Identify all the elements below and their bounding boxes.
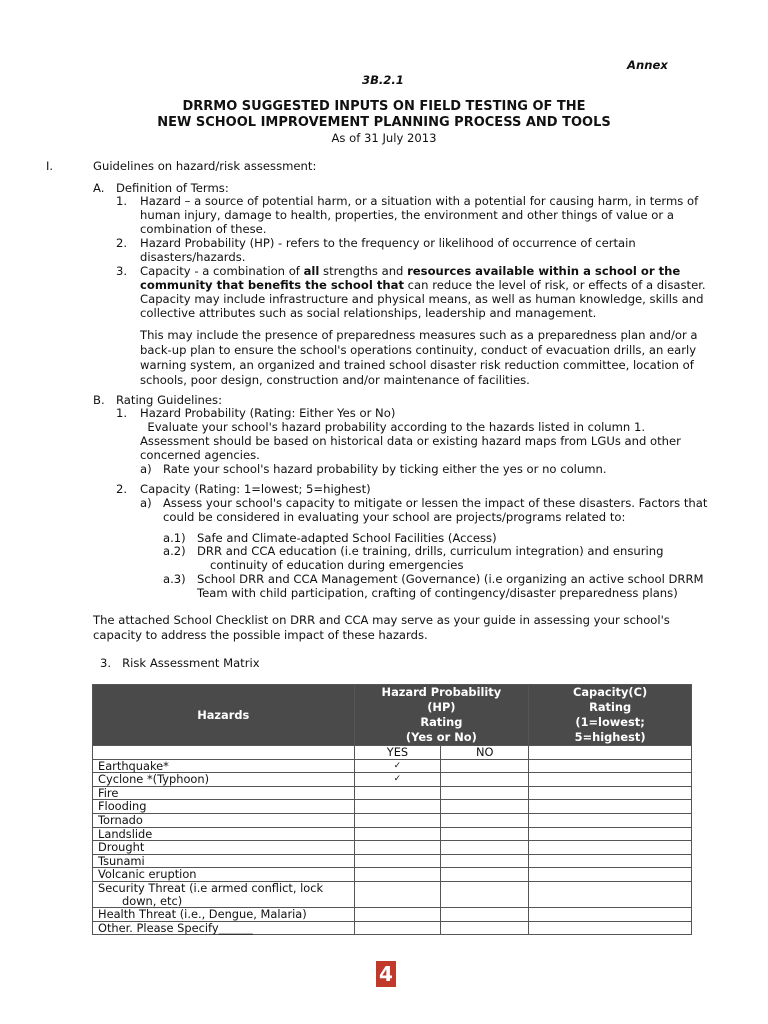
yes-label: YES bbox=[354, 746, 441, 760]
annex-number: 3B.2.1 bbox=[362, 73, 404, 87]
table-cell bbox=[93, 746, 355, 760]
hazard-name: Earthquake* bbox=[93, 759, 355, 773]
hazard-name: Tornado bbox=[93, 813, 355, 827]
yes-cell[interactable] bbox=[354, 921, 441, 935]
table-row bbox=[93, 786, 692, 800]
no-cell[interactable] bbox=[441, 854, 529, 868]
hp-def-line: disasters/hazards. bbox=[140, 250, 246, 264]
col-header-hazard-probability bbox=[354, 685, 529, 746]
subsection-a-heading: Definition of Terms: bbox=[116, 181, 229, 195]
header-line: 5=highest) bbox=[574, 730, 646, 744]
page-number: 4 bbox=[376, 961, 396, 987]
capacity-cell[interactable] bbox=[529, 908, 692, 922]
table-row bbox=[93, 813, 692, 827]
hazard-name-line: down, etc) bbox=[122, 893, 183, 908]
text-run: can reduce the level of risk, or effects of a disaster. bbox=[404, 278, 706, 292]
yes-checkmark-icon[interactable]: ✓ bbox=[354, 759, 441, 773]
sub-item-text: Safe and Climate-adapted School Facilities (Access) bbox=[197, 531, 497, 545]
text-run: strengths and bbox=[319, 264, 408, 278]
capacity-cell[interactable] bbox=[529, 868, 692, 882]
no-label: NO bbox=[441, 746, 529, 760]
capacity-rating-line: could be considered in evaluating your school are projects/programs related to: bbox=[163, 510, 626, 524]
no-cell[interactable] bbox=[441, 786, 529, 800]
capacity-cell[interactable] bbox=[529, 881, 692, 907]
capacity-def-line: Capacity may include infrastructure and physical means, as well as human knowledge, skills and bbox=[140, 292, 704, 306]
sub-item-label: a.1) bbox=[163, 531, 186, 545]
list-number: 2. bbox=[116, 482, 128, 496]
yes-cell[interactable] bbox=[354, 813, 441, 827]
no-cell[interactable] bbox=[441, 759, 529, 773]
subsection-a-letter: A. bbox=[93, 181, 105, 195]
table-row bbox=[93, 746, 692, 760]
table-row bbox=[93, 921, 692, 935]
capacity-cell[interactable] bbox=[529, 773, 692, 787]
header-line: (1=lowest; bbox=[575, 715, 645, 729]
text-run-bold: resources available within a school or the bbox=[407, 264, 681, 278]
matrix-heading: 3. Risk Assessment Matrix bbox=[100, 656, 260, 670]
text-run-bold: community that benefits the school that bbox=[140, 278, 404, 292]
closing-line: The attached School Checklist on DRR and CCA may serve as your guide in assessing your school's bbox=[93, 613, 670, 627]
header-line: Rating bbox=[589, 700, 632, 714]
capacity-cell[interactable] bbox=[529, 759, 692, 773]
hazard-name: Fire bbox=[93, 786, 355, 800]
sub-item-text: continuity of education during emergencies bbox=[210, 558, 464, 572]
header-line: Hazard Probability bbox=[381, 685, 502, 699]
hazard-name: Volcanic eruption bbox=[93, 868, 355, 882]
sub-label: a) bbox=[140, 462, 152, 476]
capacity-def-line bbox=[140, 264, 680, 278]
capacity-cell[interactable] bbox=[529, 813, 692, 827]
sub-item-text: School DRR and CCA Management (Governance) (i.e organizing an active school DRRM bbox=[197, 572, 704, 586]
list-number: 2. bbox=[116, 236, 128, 250]
risk-assessment-table bbox=[92, 684, 692, 935]
hazard-def-line: Hazard – a source of potential harm, or a situation with a potential for causing harm, in terms of bbox=[140, 194, 699, 208]
header-line: (HP) bbox=[427, 700, 456, 714]
table-row bbox=[93, 841, 692, 855]
table-row bbox=[93, 759, 692, 773]
title-line-1: DRRMO SUGGESTED INPUTS ON FIELD TESTING OF THE bbox=[182, 99, 586, 114]
yes-cell[interactable] bbox=[354, 868, 441, 882]
capacity-rating-line: Assess your school's capacity to mitigate or lessen the impact of these disasters. Factors that bbox=[163, 496, 708, 510]
subsection-b-heading: Rating Guidelines: bbox=[116, 393, 222, 407]
table-row bbox=[93, 908, 692, 922]
hp-def-line: Hazard Probability (HP) - refers to the frequency or likelihood of occurrence of certain bbox=[140, 236, 636, 250]
hp-rating-line: Assessment should be based on historical data or existing hazard maps from LGUs and other bbox=[140, 434, 681, 448]
capacity-extra-line: schools, poor design, construction and/or maintenance of facilities. bbox=[140, 373, 530, 387]
sub-item-text: DRR and CCA education (i.e training, drills, curriculum integration) and ensuring bbox=[197, 544, 664, 558]
list-number: 1. bbox=[116, 406, 128, 420]
no-cell[interactable] bbox=[441, 881, 529, 907]
no-cell[interactable] bbox=[441, 868, 529, 882]
capacity-cell[interactable] bbox=[529, 800, 692, 814]
hp-rating-instruction: Rate your school's hazard probability by ticking either the yes or no column. bbox=[163, 462, 607, 476]
no-cell[interactable] bbox=[441, 841, 529, 855]
no-cell[interactable] bbox=[441, 773, 529, 787]
table-row bbox=[93, 827, 692, 841]
no-cell[interactable] bbox=[441, 921, 529, 935]
section-numeral: I. bbox=[46, 159, 54, 173]
sub-item-label: a.2) bbox=[163, 544, 186, 558]
table-row bbox=[93, 800, 692, 814]
as-of-date: As of 31 July 2013 bbox=[331, 131, 437, 145]
hazard-name: Tsunami bbox=[93, 854, 355, 868]
capacity-cell[interactable] bbox=[529, 841, 692, 855]
title-line-2: NEW SCHOOL IMPROVEMENT PLANNING PROCESS AND TOOLS bbox=[157, 115, 611, 130]
no-cell[interactable] bbox=[441, 827, 529, 841]
table-cell bbox=[529, 746, 692, 760]
table-row bbox=[93, 854, 692, 868]
yes-cell[interactable] bbox=[354, 786, 441, 800]
yes-cell[interactable] bbox=[354, 908, 441, 922]
yes-cell[interactable] bbox=[354, 827, 441, 841]
capacity-cell[interactable] bbox=[529, 921, 692, 935]
yes-cell[interactable] bbox=[354, 800, 441, 814]
sub-item-label: a.3) bbox=[163, 572, 186, 586]
subsection-b-letter: B. bbox=[93, 393, 105, 407]
hp-rating-title: Hazard Probability (Rating: Either Yes or No) bbox=[140, 406, 396, 420]
no-cell[interactable] bbox=[441, 813, 529, 827]
capacity-extra-line: back-up plan to ensure the school's operations continuity, conduct of evacuation drills, an early bbox=[140, 343, 697, 357]
capacity-rating-title: Capacity (Rating: 1=lowest; 5=highest) bbox=[140, 482, 371, 496]
sub-item-text: Team with child participation, crafting of contingency/disaster preparedness plans) bbox=[197, 586, 678, 600]
table-row bbox=[93, 868, 692, 882]
text-run: Capacity - a combination of bbox=[140, 264, 304, 278]
no-cell[interactable] bbox=[441, 800, 529, 814]
yes-checkmark-icon[interactable]: ✓ bbox=[354, 773, 441, 787]
hp-rating-line: concerned agencies. bbox=[140, 448, 260, 462]
table-row bbox=[93, 881, 692, 907]
hazard-name: Other. Please Specify______ bbox=[93, 921, 355, 935]
annex-label: Annex bbox=[627, 58, 668, 72]
hp-rating-line: Evaluate your school's hazard probability according to the hazards listed in column 1. bbox=[140, 420, 646, 434]
sub-label: a) bbox=[140, 496, 152, 510]
capacity-def-line bbox=[140, 278, 706, 292]
text-run-bold: all bbox=[303, 264, 320, 278]
capacity-cell[interactable] bbox=[529, 854, 692, 868]
header-text: Hazards bbox=[197, 707, 250, 722]
header-line: Capacity(C) bbox=[573, 685, 648, 699]
yes-cell[interactable] bbox=[354, 841, 441, 855]
hazard-def-line: combination of these. bbox=[140, 222, 267, 236]
closing-line: capacity to address the possible impact of these hazards. bbox=[93, 628, 428, 642]
col-header-capacity bbox=[529, 685, 692, 746]
capacity-cell[interactable] bbox=[529, 786, 692, 800]
section-heading: Guidelines on hazard/risk assessment: bbox=[93, 159, 317, 173]
no-cell[interactable] bbox=[441, 908, 529, 922]
hazard-name-line: Security Threat (i.e armed conflict, lock bbox=[98, 880, 324, 895]
capacity-extra-line: warning system, an organized and trained school disaster risk reduction committee, location of bbox=[140, 358, 694, 372]
capacity-cell[interactable] bbox=[529, 827, 692, 841]
hazard-def-line: human injury, damage to health, properties, the environment and other things of value or a bbox=[140, 208, 674, 222]
hazard-name: Drought bbox=[93, 841, 355, 855]
header-line: Rating bbox=[420, 715, 463, 729]
list-number: 1. bbox=[116, 194, 128, 208]
hazard-name: Cyclone *(Typhoon) bbox=[93, 773, 355, 787]
hazard-name bbox=[93, 881, 355, 907]
capacity-extra-line: This may include the presence of preparedness measures such as a preparedness plan and/or a bbox=[140, 328, 698, 342]
hazard-name: Landslide bbox=[93, 827, 355, 841]
table-row bbox=[93, 773, 692, 787]
yes-cell[interactable] bbox=[354, 854, 441, 868]
hazard-name: Health Threat (i.e., Dengue, Malaria) bbox=[93, 908, 355, 922]
hazard-name: Flooding bbox=[93, 800, 355, 814]
yes-cell[interactable] bbox=[354, 881, 441, 907]
col-header-hazards bbox=[93, 685, 355, 746]
list-number: 3. bbox=[116, 264, 128, 278]
header-line: (Yes or No) bbox=[405, 730, 477, 744]
capacity-def-line: collective attributes such as social relationships, leadership and management. bbox=[140, 306, 597, 320]
